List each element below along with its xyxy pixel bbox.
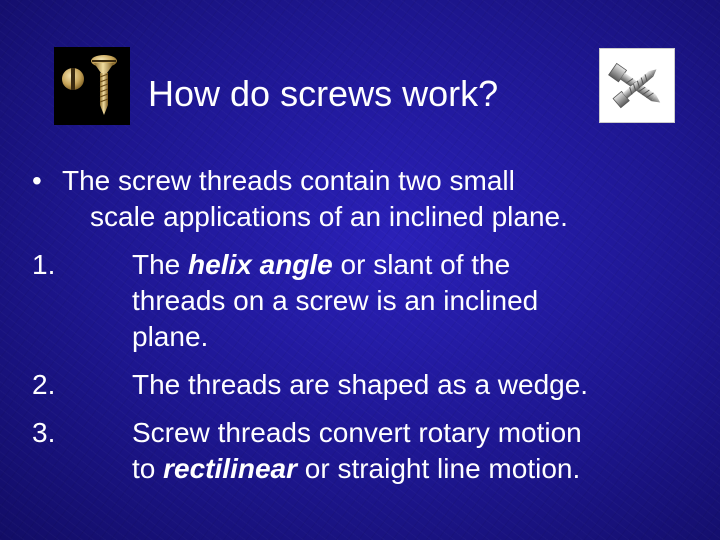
- item-number-2: 2.: [32, 369, 56, 400]
- item-1-emphasis-helix-angle: helix angle: [188, 249, 333, 280]
- bullet-line-1: The screw threads contain two small: [62, 165, 515, 196]
- item-number-1: 1.: [32, 249, 56, 280]
- lag-bolt-icon: [599, 48, 675, 123]
- slide-title: How do screws work?: [148, 73, 499, 114]
- item-1-line-3: plane.: [132, 321, 209, 352]
- item-1-line-2: threads on a screw is an inclined: [132, 285, 539, 316]
- bullet-marker: •: [32, 165, 42, 196]
- brass-screws-icon: [54, 47, 130, 125]
- item-3-text-post: or straight line motion.: [297, 453, 581, 484]
- item-3-line-2: [132, 451, 580, 487]
- item-number-3: 3.: [32, 417, 56, 448]
- item-3-text-pre: to: [132, 453, 164, 484]
- bullet-line-2: scale applications of an inclined plane.: [90, 201, 568, 232]
- item-1-line-1: [132, 247, 510, 283]
- item-2-line-1: The threads are shaped as a wedge.: [132, 369, 589, 400]
- item-1-text-post: or slant of the: [332, 249, 511, 280]
- item-3-line-1: Screw threads convert rotary motion: [132, 417, 582, 448]
- item-3-emphasis-rectilinear: rectilinear: [163, 453, 297, 484]
- item-1-text-pre: The: [132, 249, 189, 280]
